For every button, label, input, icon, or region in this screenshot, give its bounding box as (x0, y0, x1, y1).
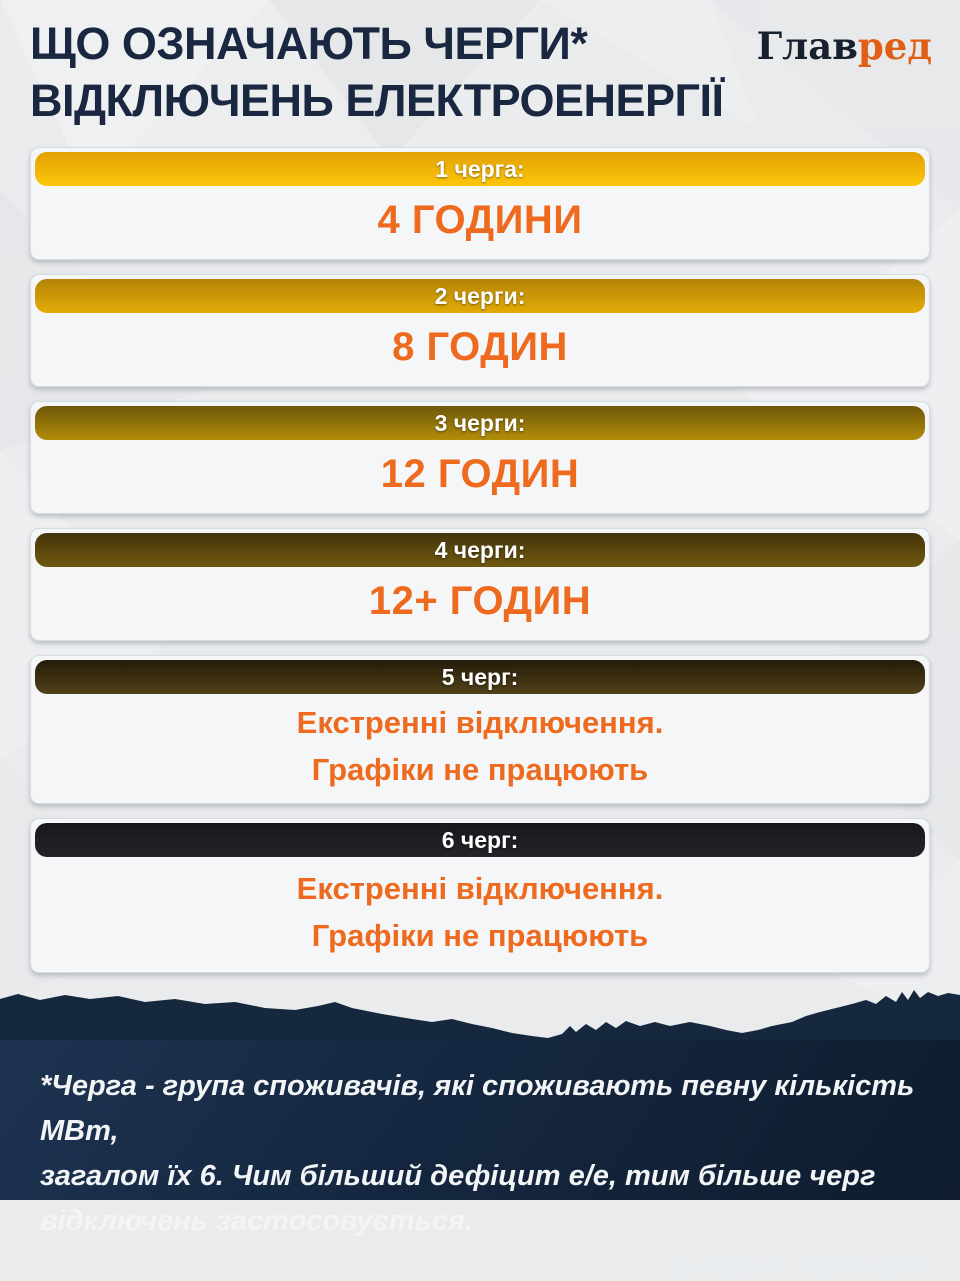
queue-card-3-header: 3 черги: (35, 406, 925, 440)
title-line-2: ВІДКЛЮЧЕНЬ ЕЛЕКТРОЕНЕРГІЇ (30, 74, 724, 126)
header (0, 0, 960, 129)
queue-card-6-value (35, 857, 925, 968)
footnote (40, 1064, 930, 1244)
queue-card-4-header: 4 черги: (35, 533, 925, 567)
queue-cards-list (30, 147, 930, 973)
glavred-logo (757, 24, 932, 68)
footnote-line-3: відключень застосовується. (40, 1204, 474, 1237)
queue-card-2-value (35, 313, 925, 382)
footnote-line-2: загалом їх 6. Чим більший дефіцит е/е, тим більше черг (40, 1159, 876, 1192)
source-credit: Джерело: Укренерго (670, 1249, 930, 1280)
value-line: Графіки не працюють (311, 917, 649, 953)
value-line: 8 ГОДИН (392, 325, 568, 370)
queue-card-5 (30, 655, 930, 804)
queue-card-5-value (35, 694, 925, 799)
value-line: 12 ГОДИН (380, 452, 580, 497)
value-line: Екстренні відключення. (296, 871, 664, 907)
title-line-1: ЩО ОЗНАЧАЮТЬ ЧЕРГИ* (30, 18, 588, 69)
queue-card-2 (30, 274, 930, 387)
torn-paper-edge (0, 985, 960, 1041)
queue-card-4 (30, 528, 930, 641)
value-line: 12+ ГОДИН (368, 579, 592, 624)
value-line: 4 ГОДИНИ (377, 198, 583, 243)
logo-text-orange: ред (857, 24, 932, 68)
queue-card-4-value (35, 567, 925, 636)
queue-card-5-header: 5 черг: (35, 660, 925, 694)
queue-card-3-value (35, 440, 925, 509)
footnote-line-1: *Черга - група споживачів, які споживають певну кількість МВт, (40, 1070, 915, 1147)
footer (0, 1040, 960, 1280)
queue-card-6-header: 6 черг: (35, 823, 925, 857)
value-line: Графіки не працюють (311, 751, 649, 787)
queue-card-1-header: 1 черга: (35, 152, 925, 186)
queue-card-1 (30, 147, 930, 260)
queue-card-6 (30, 818, 930, 973)
queue-card-2-header: 2 черги: (35, 279, 925, 313)
queue-card-3 (30, 401, 930, 514)
queue-card-1-value (35, 186, 925, 255)
logo-text-dark: Глав (756, 24, 858, 68)
page-title (30, 16, 723, 129)
value-line: Екстренні відключення. (296, 705, 664, 741)
